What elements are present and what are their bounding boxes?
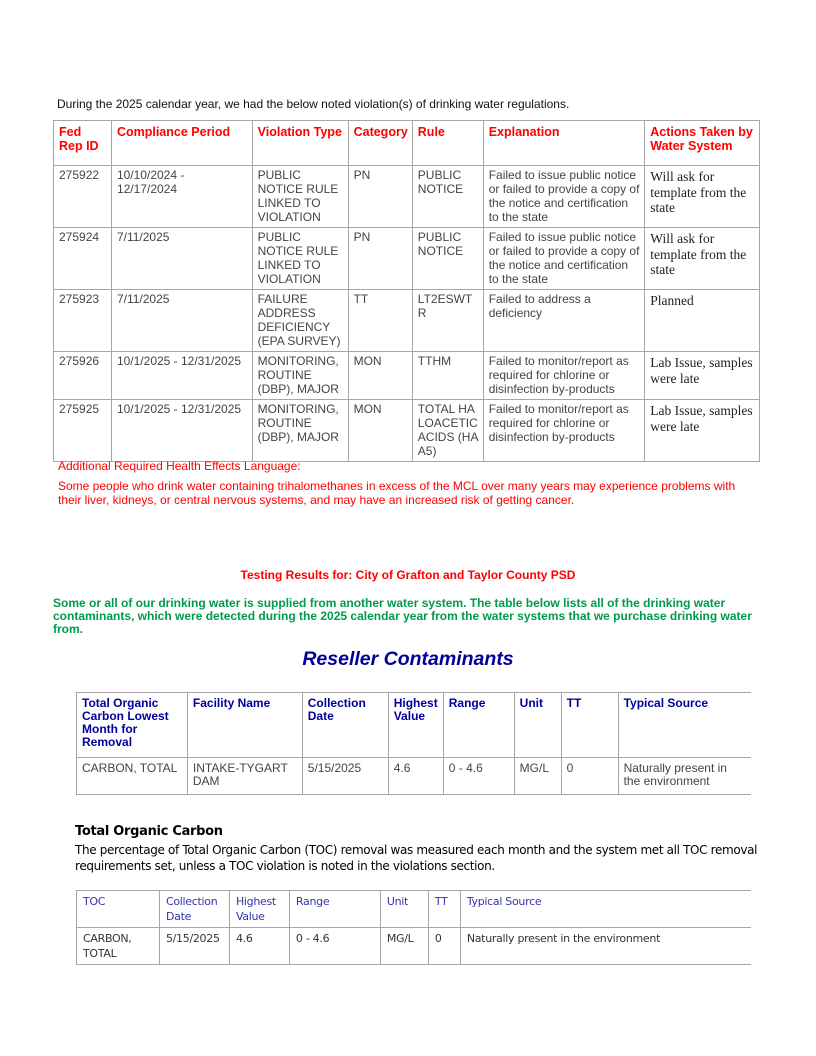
purchase-water-note: Some or all of our drinking water is supplied from another water system. The table below lists all of the drinking water contaminants, which were detected during the 2025 calendar year from the water systems that we purchase drinking water from. (53, 596, 752, 636)
header-facility-name: Facility Name (187, 693, 302, 758)
category: PN (348, 228, 412, 290)
reseller-header-row (77, 693, 752, 758)
compliance-period: 7/11/2025 (111, 228, 252, 290)
header-highest-value: Highest Value (229, 891, 289, 928)
rule: LT2ESWTR (412, 290, 483, 352)
explanation: Failed to issue public notice or failed to provide a copy of the notice and certification to the state (483, 228, 645, 290)
fed-rep-id: 275924 (54, 228, 112, 290)
typical-source: Naturally present in the environment (618, 758, 751, 795)
action-taken: Lab Issue, samples were late (645, 352, 760, 400)
compliance-period: 10/10/2024 - 12/17/2024 (111, 166, 252, 228)
violation-type: PUBLIC NOTICE RULE LINKED TO VIOLATION (252, 228, 348, 290)
table-row (54, 166, 760, 228)
rule: TTHM (412, 352, 483, 400)
compliance-period: 7/11/2025 (111, 290, 252, 352)
rule: TOTAL HALOACETIC ACIDS (HAA5) (412, 400, 483, 462)
table-row (54, 400, 760, 462)
action-taken: Will ask for template from the state (645, 228, 760, 290)
violation-type: PUBLIC NOTICE RULE LINKED TO VIOLATION (252, 166, 348, 228)
header-compliance-period: Compliance Period (111, 121, 252, 166)
header-unit: Unit (514, 693, 561, 758)
category: PN (348, 166, 412, 228)
highest-value: 4.6 (229, 928, 289, 965)
violation-type: MONITORING, ROUTINE (DBP), MAJOR (252, 400, 348, 462)
toc-contaminant: CARBON, TOTAL (77, 928, 160, 965)
header-collection-date: Collection Date (159, 891, 229, 928)
header-tt: TT (561, 693, 618, 758)
table-row (54, 290, 760, 352)
contaminant: CARBON, TOTAL (77, 758, 188, 795)
tt: 0 (561, 758, 618, 795)
action-taken: Lab Issue, samples were late (645, 400, 760, 462)
toc-table (76, 890, 751, 965)
header-toc-lowest-month: Total Organic Carbon Lowest Month for Removal (77, 693, 188, 758)
health-effects-title: Additional Required Health Effects Language: (58, 459, 301, 473)
rule: PUBLIC NOTICE (412, 228, 483, 290)
action-taken: Planned (645, 290, 760, 352)
toc-header-row (77, 891, 752, 928)
fed-rep-id: 275926 (54, 352, 112, 400)
category: MON (348, 352, 412, 400)
header-collection-date: Collection Date (302, 693, 388, 758)
header-explanation: Explanation (483, 121, 645, 166)
explanation: Failed to monitor/report as required for chlorine or disinfection by-products (483, 352, 645, 400)
category: MON (348, 400, 412, 462)
action-taken: Will ask for template from the state (645, 166, 760, 228)
compliance-period: 10/1/2025 - 12/31/2025 (111, 352, 252, 400)
range: 0 - 4.6 (443, 758, 514, 795)
fed-rep-id: 275922 (54, 166, 112, 228)
explanation: Failed to issue public notice or failed to provide a copy of the notice and certification to the state (483, 166, 645, 228)
health-effects-body: Some people who drink water containing trihalomethanes in excess of the MCL over many years may experience problems with their liver, kidneys, or central nervous systems, and may have an increased risk of getting cancer. (58, 479, 736, 507)
category: TT (348, 290, 412, 352)
table-row (54, 228, 760, 290)
violations-intro: During the 2025 calendar year, we had the below noted violation(s) of drinking water regulations. (57, 97, 570, 111)
reseller-contaminants-table (76, 692, 751, 795)
testing-results-heading: Testing Results for: City of Grafton and Taylor County PSD (240, 568, 576, 582)
violations-header-row (54, 121, 760, 166)
header-fed-rep-id: Fed Rep ID (54, 121, 112, 166)
explanation: Failed to address a deficiency (483, 290, 645, 352)
facility-name: INTAKE-TYGART DAM (187, 758, 302, 795)
header-violation-type: Violation Type (252, 121, 348, 166)
reseller-contaminants-title: Reseller Contaminants (302, 648, 514, 670)
typical-source: Naturally present in the environment (460, 928, 751, 965)
header-toc: TOC (77, 891, 160, 928)
violation-type: MONITORING, ROUTINE (DBP), MAJOR (252, 352, 348, 400)
highest-value: 4.6 (388, 758, 443, 795)
fed-rep-id: 275925 (54, 400, 112, 462)
header-range: Range (289, 891, 380, 928)
header-range: Range (443, 693, 514, 758)
header-highest-value: Highest Value (388, 693, 443, 758)
violations-table (53, 120, 760, 462)
violation-type: FAILURE ADDRESS DEFICIENCY (EPA SURVEY) (252, 290, 348, 352)
header-tt: TT (428, 891, 460, 928)
rule: PUBLIC NOTICE (412, 166, 483, 228)
header-actions-taken: Actions Taken by Water System (645, 121, 760, 166)
collection-date: 5/15/2025 (302, 758, 388, 795)
unit: MG/L (514, 758, 561, 795)
table-row (54, 352, 760, 400)
range: 0 - 4.6 (289, 928, 380, 965)
tt: 0 (428, 928, 460, 965)
explanation: Failed to monitor/report as required for chlorine or disinfection by-products (483, 400, 645, 462)
header-category: Category (348, 121, 412, 166)
table-row (77, 758, 752, 795)
toc-section-title: Total Organic Carbon (75, 824, 223, 839)
header-rule: Rule (412, 121, 483, 166)
fed-rep-id: 275923 (54, 290, 112, 352)
header-typical-source: Typical Source (618, 693, 751, 758)
compliance-period: 10/1/2025 - 12/31/2025 (111, 400, 252, 462)
header-unit: Unit (380, 891, 428, 928)
table-row (77, 928, 752, 965)
header-typical-source: Typical Source (460, 891, 751, 928)
unit: MG/L (380, 928, 428, 965)
toc-section-body: The percentage of Total Organic Carbon (TOC) removal was measured each month and the system met all TOC removal requirements set, unless a TOC violation is noted in the violations section. (75, 843, 758, 873)
collection-date: 5/15/2025 (159, 928, 229, 965)
